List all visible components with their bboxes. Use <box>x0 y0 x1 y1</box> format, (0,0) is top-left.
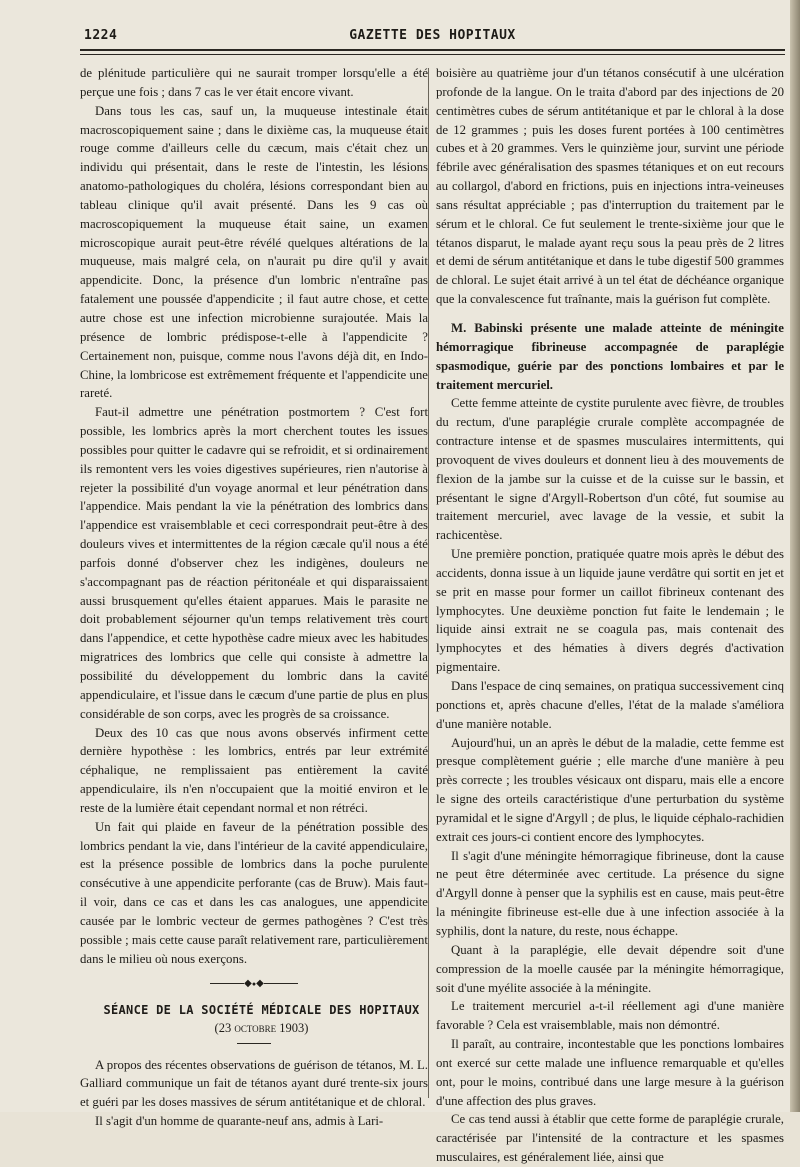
paragraph: Une première ponction, pratiquée quatre mois après le début des accidents, donna issue à un liquide jaune verdâtre qui sortit en jet et se prit en masse pour former un caillot fibrineux contenant des lymphocytes. Une deuxième ponction fut faite le lendemain ; le liquide ainsi extrait ne se coagula pas, mais contenait des lymphocytes et des hématies à divers degrés d'activation pigmentaire. <box>436 547 784 675</box>
paragraph: Il paraît, au contraire, incontestable que les ponctions lombaires ont exercé sur cette malade une influence remarquable et qu'elles ont, pour le moins, contribué dans une large mesure à la guérison d'une affection des plus graves. <box>436 1037 784 1108</box>
page-edge <box>790 0 800 1112</box>
paragraph: Faut-il admettre une pénétration postmortem ? C'est fort possible, les lombrics après la mort cherchent toutes les issues possibles pour quitter le cadavre qui se refroidit, et si ordinairement ils remontent vers les voies digestives supérieures, rien n'autorise à rejeter la possibilité d'un voyage anormal et leur pénétration dans l'appendice. Mais pendant la vie la pénétration des lombrics dans l'appendice est vraisemblable et ceci correspondrait peut-être à des douleurs vives et intermittentes de la région cæcale qu'il nous a été parfois donné d'observer chez les indigènes, douleurs ne s'accompagnant pas de réaction péritonéale et qui disparaissaient aussi brusquement qu'elles étaient apparues. Mais le parasite ne doit probablement séjourner qu'un temps relativement très court dans l'appendice, et cette hypothèse cadre mieux avec les habitudes migratrices des lombrics que celle qui consiste à admettre la possibilité du développement du lombric dans la cavité appendiculaire, et l'issue dans le cæcum d'une partie de plus en plus considérable de son corps, avec les progrès de sa croissance. <box>80 405 428 721</box>
running-header <box>80 28 785 48</box>
left-column <box>80 64 428 1131</box>
paragraph: Deux des 10 cas que nous avons observés infirment cette dernière hypothèse : les lombrics, entrés par leur extrémité céphalique, ne remplissaient pas entièrement la cavité appendiculaire, ils n'en n'occupaient que la moitié environ et le reste de la lumière était cependant normal et non rétréci. <box>80 725 428 815</box>
journal-title: GAZETTE DES HOPITAUX <box>349 28 516 43</box>
section-title: SÉANCE DE LA SOCIÉTÉ MÉDICALE DES HOPITAUX <box>103 1002 420 1017</box>
paragraph: Le traitement mercuriel a-t-il réellement agi d'une manière favorable ? Cela est vraisemblable, mais non démontré. <box>436 999 784 1033</box>
paragraph: de plénitude particulière qui ne saurait tromper lorsqu'elle a été perçue une fois ; dans 7 cas le ver était encore vivant. <box>80 66 428 99</box>
header-rule-thin <box>80 54 785 55</box>
paragraph: Quant à la paraplégie, elle devait dépendre soit d'une compression de la moelle causée par la méningite hémorragique, soit d'une myélite associée à la méningite. <box>436 942 784 995</box>
page-number: 1224 <box>84 28 118 43</box>
paragraph: Dans l'espace de cinq semaines, on pratiqua successivement cinq ponctions et, après chacune d'elles, l'état de la malade s'améliora d'une manière notable. <box>436 679 784 731</box>
section-date: (23 octobre 1903) <box>214 1020 309 1035</box>
paragraph: Il s'agit d'un homme de quarante-neuf ans, admis à Lari- <box>95 1114 384 1129</box>
paragraph: A propos des récentes observations de guérison de tétanos, M. L. Galliard communique un fait de tétanos ayant duré trente-six jours et guéri par les doses massives de sérum antitétanique et de chloral. <box>80 1057 428 1110</box>
paragraph: Un fait qui plaide en faveur de la pénétration possible des lombrics pendant la vie, dans l'intérieur de la cavité appendiculaire, est la présence possible de lombrics dans la poche purulente consécutive à une appendicite perforante (cas de Bruw). Mais faut-il voir, dans ce cas et dans les cas analogues, une appendicite causée par le lombric vecteur de germes pathogènes ? C'est très possible ; mais cette cause paraît relativement rare, particulièrement dans le milieu où nous exerçons. <box>80 819 428 966</box>
paragraph: Cette femme atteinte de cystite purulente avec fièvre, de troubles du rectum, d'une paraplégie crurale complète accompagnée de contracture intense et de spasmes musculaires intermittents, qui provoquent de vives douleurs et donnent lieu à des mouvements de flexion de la jambe sur la cuisse et de la cuisse sur le bassin, et présentant le signe d'Argyll-Robertson d'un côté, fut soumise au traitement mercuriel, avec lavage de la vessie, et subit la rachicentèse. <box>436 396 784 543</box>
column-divider <box>428 68 429 1098</box>
header-rule-thick <box>80 49 785 51</box>
paragraph: boisière au quatrième jour d'un tétanos consécutif à une ulcération profonde de la langue. On le traita d'abord par des injections de 20 centimètres cubes de sérum antitétanique et par le chloral à la dose de 12 grammes ; puis les doses furent portées à 100 centimètres cubes et à 20 grammes. Vers le quinzième jour, survint une période fébrile avec généralisation des spasmes tétaniques et on eut recours au collargol, d'abord en frictions, puis en injections intra-veineuses sans résultat appréciable ; pas d'interruption du traitement par le sérum et le chloral. Ce fut seulement le trente-sixième jour que le tétanos disparut, le malade ayant reçu sous la peau près de 2 litres et demi de sérum antitétanique et dans le tube digestif 500 grammes de chloral. Le sujet était arrivé à un tel état de déchéance organique que la convalescence fut traînante, mais la guérison fut complète. <box>436 66 784 307</box>
paragraph-babinski: M. Babinski présente une malade atteinte de méningite hémorragique fibrineuse accompagnée de paraplégie spasmodique, guérie par des ponctions lombaires et par le traitement mercuriel. <box>436 320 784 392</box>
paragraph: Il s'agit d'une méningite hémorragique fibrineuse, dont la cause ne peut être déterminée avec certitude. La présence du signe d'Argyll donne à penser que la syphilis est en cause, mais peut-être la méningite fibrineuse est-elle due à une infection associée à la syphilis, dont la nature, du reste, nous échappe. <box>436 848 784 938</box>
paragraph: Aujourd'hui, un an après le début de la maladie, cette femme est presque complètement guérie ; elle marche d'une manière à peu près correcte ; les troubles vésicaux ont disparu, mais elle a encore le signe des orteils caractéristique d'une perturbation du système pyramidal et le signe d'Argyll ; de plus, le liquide céphalo-rachidien extrait ces jours-ci contient encore des lymphocytes. <box>436 735 784 844</box>
right-column <box>436 64 784 1167</box>
paragraph: Dans tous les cas, sauf un, la muqueuse intestinale était macroscopiquement saine ; dans le dixième cas, la muqueuse était rouge comme d'ailleurs celle du cæcum, mais c'était chez un individu qui présentait, dans le reste de l'intestin, les lésions anatomo-pathologiques du choléra, lésions correspondant bien au tableau clinique qu'il avait présenté. Dans les 9 cas où macroscopiquement la muqueuse était saine, un examen microscopique aurait peut-être révélé quelques altérations de la muqueuse, mais malgré cela, on n'aurait pu dire qu'il y avait appendicite. Donc, la présence d'un lombric n'entraîne pas fatalement une poussée d'appendicite ; il faut autre chose, et cette autre chose est une infection microbienne surajoutée. Mais la présence de lombric prédispose-t-elle à l'appendicite ? Certainement non, puisque, comme nous l'avons déjà dit, en Indo-Chine, la lombricose est extrêmement fréquente et l'appendicite une rareté. <box>80 103 428 401</box>
section-rule <box>237 1043 271 1044</box>
paragraph: Ce cas tend aussi à établir que cette forme de paraplégie crurale, caractérisée par l'intensité de la contracture et les spasmes musculaires, est généralement liée, ainsi que <box>436 1112 784 1165</box>
section-ornament: ◆●◆ <box>80 979 428 989</box>
